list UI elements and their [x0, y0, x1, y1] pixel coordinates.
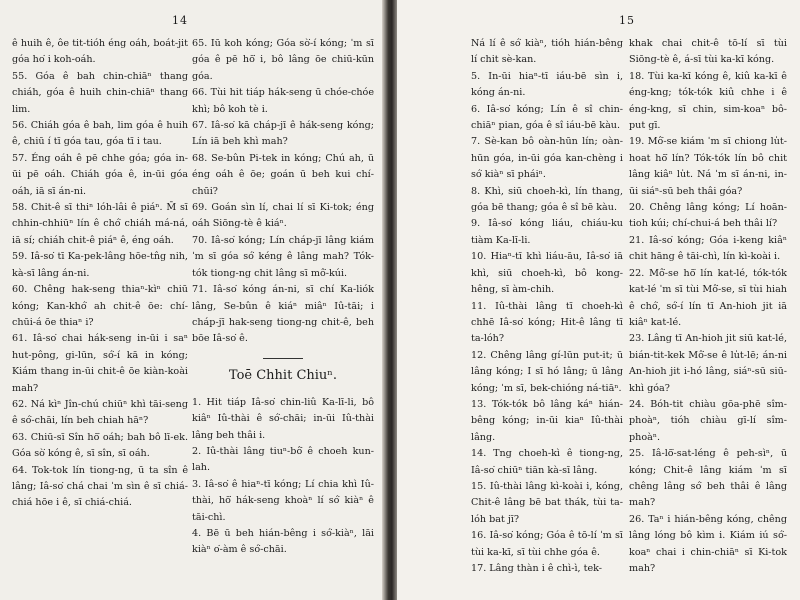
verse: 69. Goán sìn lí, chai lí sī Ki-tok; éng oáh Siōng-tè ê kiáⁿ.: [192, 202, 374, 230]
verse: 22. Mô͘-se hō͘ lín kat-lé, tók-tók kat-lé ˈm sī tùi Mô͘-se, sī tùi hiah ê chó͘, só͘-í lín tī An-hioh jit iā kiâⁿ kat-lé.: [629, 267, 787, 328]
verse: 9. Iâ-so͘ kóng liáu, chiáu-ku tiàm Ka-lī-li.: [471, 218, 623, 246]
verse: 64. Tok-tok lín tiong-ng, ū ta sîn ê lâng; Iâ-so͘ chá chai ˈm sìn ê sī chiá-chiá hōe i ê, sī chiá-chiá.: [12, 464, 188, 509]
verse: 59. Iâ-so͘ tī Ka-pek-lâng hōe-tn̂g nih, kà-sī lâng án-ni.: [12, 251, 188, 279]
verse: 20. Chêng lâng kóng; Lí hoān-tioh kúi; chí-chui-á beh thâi lí?: [629, 202, 787, 230]
verse: 67. Iâ-so͘ kā cháp-jī ê hák-seng kóng; Lín iā beh khì mah?: [192, 120, 374, 148]
verse: 6. Iâ-so͘ kóng; Lín ê sî chin-chiāⁿ pian, góa ê sî iáu-bē kàu.: [471, 103, 623, 132]
verse: 14. Tng choeh-kì ê tiong-ng, Iâ-so͘ chiūⁿ tiān kà-sī lâng.: [471, 448, 623, 476]
verse: 18. Tùi ka-kī kóng ê, kiû ka-kī ê éng-kng; tók-tók kiû chhe i ê éng-kng, sī chin, sim-koaⁿ bô-put gī.: [629, 70, 787, 132]
verse: Ná lí ê só͘ kiàⁿ, tióh hián-bêng lí chit sè-kan.: [471, 38, 623, 66]
right-page: [397, 0, 800, 600]
verse: 23. Lâng tī An-hioh jit siū kat-lé, bián-tit-kek Mô͘-se ê lu̍t-lē; án-ni An-hioh jit i-hó lâng, siáⁿ-sū siū-khì góa?: [629, 333, 787, 394]
verse: 3. Iâ-so͘ ê hiaⁿ-tī kóng; Lí chia khì Iû-thài, hō͘ hák-seng khoàⁿ lí só͘ kiàⁿ ê tāi-chì.: [192, 478, 374, 523]
verse: 71. Iâ-so͘ kóng án-ni, sī chí Ka-liók lâng, Se-bûn ê kiáⁿ miâⁿ Iû-tāi; i cháp-jī hak-seng tiong-ng chit-ê, beh bōe Iâ-so͘ ê.: [192, 284, 374, 345]
verse: 25. Iâ-lō͘-sat-léng ê peh-sìⁿ, ū kóng; Chit-ê lâng kiám ˈm sī chêng lâng só͘ beh thâi ê lâng mah?: [629, 448, 787, 509]
verse: 2. Iû-thài lâng tiuⁿ-bô͘ ê choeh kun-lah.: [192, 445, 374, 474]
verse: 24. Bóh-tit chiàu gōa-phē sîm-phoàⁿ, tióh chiàu gī-lí sîm-phoàⁿ.: [629, 398, 787, 443]
verse: 65. Iū koh kóng; Góa sò͘-í kóng; ˈm sī góa ê pē hō͘ i, bô lâng ōe chiū-kūn góa.: [192, 38, 374, 82]
verse: 19. Mô͘-se kiám ˈm sī chiong lu̍t-hoat hō͘ lín? Tók-tók lín bô chit lâng kiâⁿ lu̍t. Ná ˈm sī án-ni, in-ūi siáⁿ-sū beh thâi góa?: [629, 136, 787, 197]
verse: 62. Ná kìⁿ Jîn-chú chiūⁿ khì tāi-seng ê só͘-chāi, lín beh chiah hāⁿ?: [12, 398, 188, 427]
verse: 55. Góa ê bah chin-chiāⁿ thang chiáh, góa ê huih chin-chiāⁿ thang lim.: [12, 70, 188, 115]
verse: 70. Iâ-so͘ kóng; Lín cháp-jī lâng kiám ˈm sī góa só͘ kéng ê lâng mah? Tók-tók tiong-ng chit lâng sī mô͘-kúi.: [192, 234, 374, 279]
verse: 61. Iâ-so͘ chai hák-seng in-ūi i saⁿ hut-pông, gi-lūn, só͘-í kā in kóng; Kiám thang in-ūi chit-ê ōe kiàn-koài mah?: [12, 333, 188, 394]
verse: khak chai chit-ê tō-lí sī tùi Siōng-tè ê, á-sī tùi ka-kī kóng.: [629, 38, 787, 66]
verse: 15. Iû-thài lâng kì-koài i, kóng, Chit-ê lâng bē bat thák, tùi ta-lóh bat jī?: [471, 480, 623, 525]
verse: 17. Lâng thàn i ê chì-ì, tek-: [471, 563, 603, 574]
left-column-2: [192, 36, 374, 559]
verse: 63. Chiū-sī Sîn hō͘ oáh; bah bô lī-ek. Góa sò͘ kóng ê, sī sîn, sī oáh.: [12, 431, 188, 460]
verse: 16. Iâ-so͘ kóng; Góa ê tō-lí ˈm sī tùi ka-kī, sī tùi chhe góa ê.: [471, 530, 623, 558]
verse: 8. Khì, siū choeh-kì, lín thang, góa bē thang; góa ê sî bē kàu.: [471, 185, 623, 214]
left-column-1: [12, 36, 188, 512]
page-number-right: 15: [619, 14, 635, 27]
verse: ê huih ê, ôe tit-tióh éng oáh, boát-jit góa ho͘ i koh-oáh.: [12, 38, 188, 66]
verse: 13. Tók-tók bô lâng káⁿ hián-bêng kóng; in-ūi kiaⁿ Iû-thài lâng.: [471, 398, 623, 443]
verse: 60. Chêng hak-seng thiaⁿ-kìⁿ chiū kóng; Kan-khó͘ ah chit-ê ōe: chí-chūi-á ōe thiaⁿ i?: [12, 284, 188, 328]
verse: 26. Taⁿ i hián-bêng kóng, chêng lâng lóng bô kìm i. Kiám iú só͘-koaⁿ chai i chin-chiāⁿ sī Ki-tok mah?: [629, 513, 787, 574]
verse: 58. Chit-ê sī thiⁿ lóh-lâi ê piáⁿ. M̄ sī chhin-chhiūⁿ lín ê chó͘ chiáh má-ná, iā sí; chiáh chit-ê piáⁿ ê, éng oáh.: [12, 202, 188, 246]
chapter-heading: [192, 358, 374, 385]
verse: 7. Sè-kan bô oàn-hūn lín; oàn-hūn góa, in-ūi góa kan-chèng i só͘ kiàⁿ sī pháiⁿ.: [471, 136, 623, 181]
verse: 10. Hiaⁿ-tī khì liáu-āu, Iâ-so͘ iā khì, siū choeh-kì, bô kong-hêng, sī àm-chih.: [471, 251, 623, 296]
verse: 12. Chêng lâng gí-lūn put-it; ū lâng kóng; I sī hó lâng; ū lâng kóng; ˈm sī, bek-chióng ná-tiāⁿ.: [471, 349, 623, 394]
verse: 1. Hit tiáp Iâ-so͘ chin-liû Ka-lī-li, bô kiâⁿ Iû-thài ê só͘-chāi; in-ūi Iû-thài lâng beh thâi i.: [192, 396, 374, 441]
verse: 66. Tùi hit tiáp hák-seng ū chóe-chóe khì; bô koh tè i.: [192, 87, 374, 115]
verse: 21. Iâ-so͘ kóng; Góa i-keng kiâⁿ chit hāng ê tāi-chì, lín kì-koài i.: [629, 234, 787, 263]
page-number-left: 14: [172, 14, 188, 27]
left-page: [0, 0, 385, 600]
verse: 4. Bē ū beh hián-bêng i só͘-kiàⁿ, lāi kiàⁿ o͘-àm ê só͘-chāi.: [192, 527, 374, 556]
verse: 5. In-ūi hiaⁿ-tī iáu-bē sìn i, kóng án-ni.: [471, 70, 623, 99]
verse: 57. Éng oáh ê pē chhe góa; góa in-ūi pē oáh. Chiáh góa ê, in-ūi góa oáh, iā sī án-ni.: [12, 152, 188, 197]
right-column-2: [629, 36, 787, 577]
heading-rule: [263, 358, 303, 359]
verse: 68. Se-bûn Pi-tek in kóng; Chú ah, ū éng oáh ê ōe; goán ū beh kui chí-chūi?: [192, 152, 374, 197]
verse: 11. Iû-thài lâng tī choeh-kì chhē Iâ-so͘ kóng; Hit-ê lâng tī ta-lóh?: [471, 300, 623, 345]
chapter-heading-text: Toē Chhit Chiuⁿ.: [228, 367, 338, 383]
verse: 56. Chiáh góa ê bah, lim góa ê huih ê, chiū í tī góa tau, góa tī i tau.: [12, 120, 188, 148]
right-column-1: [471, 36, 623, 577]
